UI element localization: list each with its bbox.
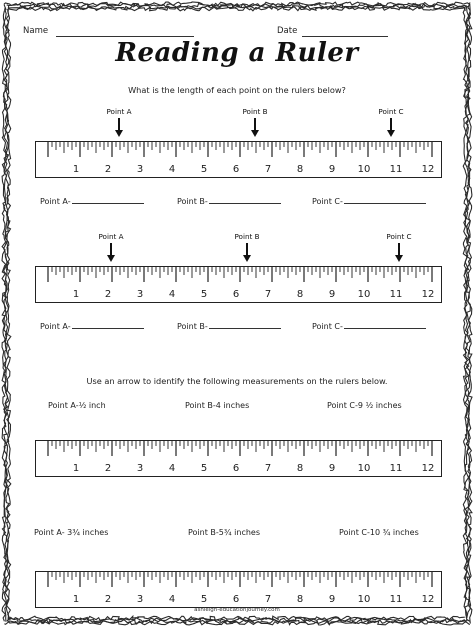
ruler-number: 4 xyxy=(168,463,176,474)
ruler-2-arrow-icon-2 xyxy=(398,243,400,255)
ruler-number: 5 xyxy=(200,463,208,474)
ruler-number: 5 xyxy=(200,594,208,605)
ruler-number: 1 xyxy=(72,289,80,300)
ruler-2-arrow-icon-1 xyxy=(246,243,248,255)
answer-a-1: Point A- xyxy=(40,197,144,206)
ruler-scale xyxy=(36,267,443,304)
ruler-number: 3 xyxy=(136,164,144,175)
ruler-number: 8 xyxy=(296,463,304,474)
ruler-number: 6 xyxy=(232,289,240,300)
ruler-scale xyxy=(36,572,443,609)
measurement-c-3: Point C-9 ½ inches xyxy=(327,401,402,410)
measurement-a-3: Point A-½ inch xyxy=(48,401,106,410)
ruler-number: 9 xyxy=(328,594,336,605)
ruler-1-point-label-2: Point C xyxy=(378,107,404,116)
ruler-number: 10 xyxy=(357,289,371,300)
ruler-number: 2 xyxy=(104,164,112,175)
ruler-number: 12 xyxy=(421,463,435,474)
ruler-number: 3 xyxy=(136,594,144,605)
measurement-b-3: Point B-4 inches xyxy=(185,401,250,410)
ruler-number: 6 xyxy=(232,463,240,474)
measurement-b-4: Point B-5¾ inches xyxy=(188,528,261,537)
answer-line-c-1[interactable] xyxy=(344,203,426,204)
ruler-1 xyxy=(35,141,442,178)
ruler-number: 10 xyxy=(357,164,371,175)
ruler-number: 9 xyxy=(328,164,336,175)
ruler-number: 7 xyxy=(264,289,272,300)
ruler-number: 11 xyxy=(389,164,403,175)
ruler-number: 11 xyxy=(389,594,403,605)
ruler-number: 4 xyxy=(168,164,176,175)
ruler-number: 10 xyxy=(357,463,371,474)
ruler-2-arrowhead-icon-2 xyxy=(395,255,403,262)
ruler-number: 4 xyxy=(168,289,176,300)
ruler-number: 7 xyxy=(264,463,272,474)
ruler-number: 12 xyxy=(421,164,435,175)
ruler-number: 8 xyxy=(296,289,304,300)
ruler-1-arrowhead-icon-2 xyxy=(387,130,395,137)
ruler-1-arrowhead-icon-1 xyxy=(251,130,259,137)
answer-a-2: Point A- xyxy=(40,322,144,331)
ruler-number: 5 xyxy=(200,289,208,300)
answer-line-a-2[interactable] xyxy=(72,328,144,329)
ruler-number: 12 xyxy=(421,289,435,300)
name-field[interactable] xyxy=(56,36,194,37)
ruler-number: 6 xyxy=(232,594,240,605)
ruler-number: 12 xyxy=(421,594,435,605)
answer-b-2: Point B- xyxy=(177,322,281,331)
answer-line-b-1[interactable] xyxy=(209,203,281,204)
ruler-number: 8 xyxy=(296,164,304,175)
ruler-number: 2 xyxy=(104,289,112,300)
answer-b-1: Point B- xyxy=(177,197,281,206)
date-field[interactable] xyxy=(302,36,388,37)
ruler-number: 8 xyxy=(296,594,304,605)
ruler-2 xyxy=(35,266,442,303)
ruler-number: 1 xyxy=(72,594,80,605)
ruler-1-arrow-icon-0 xyxy=(118,118,120,130)
ruler-scale xyxy=(36,142,443,179)
ruler-number: 9 xyxy=(328,289,336,300)
ruler-2-arrow-icon-0 xyxy=(110,243,112,255)
instruction-1: What is the length of each point on the rulers below? xyxy=(128,85,346,95)
ruler-2-point-label-2: Point C xyxy=(386,232,412,241)
name-label: Name xyxy=(23,26,49,36)
ruler-number: 6 xyxy=(232,164,240,175)
ruler-number: 7 xyxy=(264,594,272,605)
measurement-c-4: Point C-10 ¾ inches xyxy=(339,528,419,537)
ruler-2-arrowhead-icon-0 xyxy=(107,255,115,262)
ruler-number: 3 xyxy=(136,289,144,300)
answer-c-1: Point C- xyxy=(312,197,426,206)
answer-line-c-2[interactable] xyxy=(344,328,426,329)
ruler-number: 1 xyxy=(72,463,80,474)
ruler-number: 9 xyxy=(328,463,336,474)
ruler-2-point-label-1: Point B xyxy=(234,232,260,241)
ruler-4[interactable] xyxy=(35,571,442,608)
ruler-number: 1 xyxy=(72,164,80,175)
ruler-scale xyxy=(36,441,443,478)
ruler-number: 2 xyxy=(104,463,112,474)
page-title: Reading a Ruler xyxy=(115,38,359,68)
ruler-1-arrowhead-icon-0 xyxy=(115,130,123,137)
answer-line-a-1[interactable] xyxy=(72,203,144,204)
measurement-a-4: Point A- 3¾ inches xyxy=(34,528,109,537)
ruler-1-arrow-icon-1 xyxy=(254,118,256,130)
ruler-number: 4 xyxy=(168,594,176,605)
ruler-number: 11 xyxy=(389,463,403,474)
answer-line-b-2[interactable] xyxy=(209,328,281,329)
instruction-2: Use an arrow to identify the following measurements on the rulers below. xyxy=(86,376,388,386)
ruler-number: 11 xyxy=(389,289,403,300)
ruler-number: 2 xyxy=(104,594,112,605)
ruler-number: 10 xyxy=(357,594,371,605)
ruler-number: 7 xyxy=(264,164,272,175)
ruler-1-point-label-0: Point A xyxy=(106,107,132,116)
ruler-number: 3 xyxy=(136,463,144,474)
date-label: Date xyxy=(277,26,298,36)
ruler-2-arrowhead-icon-1 xyxy=(243,255,251,262)
answer-c-2: Point C- xyxy=(312,322,426,331)
footer-credit: ashleigh-educationjourney.com xyxy=(194,607,280,613)
ruler-2-point-label-0: Point A xyxy=(98,232,124,241)
ruler-1-arrow-icon-2 xyxy=(390,118,392,130)
ruler-number: 5 xyxy=(200,164,208,175)
ruler-3[interactable] xyxy=(35,440,442,477)
ruler-1-point-label-1: Point B xyxy=(242,107,268,116)
